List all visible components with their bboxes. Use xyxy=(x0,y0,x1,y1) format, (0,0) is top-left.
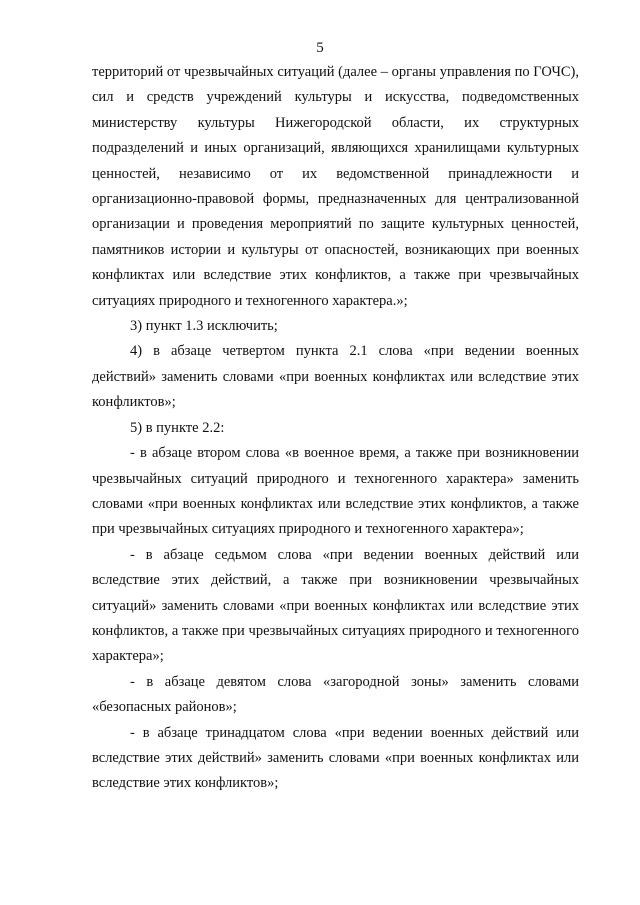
paragraph-item-3: 3) пункт 1.3 исключить; xyxy=(130,318,278,335)
paragraph-subitem-ninth: - в абзаце девятом слова «загородной зоны» заменить словами «безопасных районов»; xyxy=(92,673,579,716)
paragraph-continuation: территорий от чрезвычайных ситуаций (далее – органы управления по ГОЧС), сил и средств учреждений культуры и искусства, подведомственных министерству культуры Нижегородской области, их структурных подразделений и иных организаций, являющихся хранилищами культурных ценностей, независимо от их ведомственной принадлежности и организационно-правовой формы, предназначенных для централизованной организации и проведения мероприятий по защите культурных ценностей, памятников истории и культуры от опасностей, возникающих при военных конфликтах или вследствие этих конфликтов, а также при чрезвычайных ситуациях природного и техногенного характера.»; xyxy=(92,64,579,309)
paragraph-item-5: 5) в пункте 2.2: xyxy=(130,419,225,436)
paragraph-item-4: 4) в абзаце четвертом пункта 2.1 слова «при ведении военных действий» заменить словами «при военных конфликтах или вследствие этих конфликтов»; xyxy=(92,343,579,411)
paragraph-subitem-seventh: - в абзаце седьмом слова «при ведении военных действий или вследствие этих действий, а также при возникновении чрезвычайных ситуаций» заменить словами «при военных конфликтах или вследствие этих конфликтов, а также при чрезвычайных ситуациях природного и техногенного характера»; xyxy=(92,546,579,665)
paragraph-subitem-thirteenth: - в абзаце тринадцатом слова «при ведении военных действий или вследствие этих действий» заменить словами «при военных конфликтах или вследствие этих конфликтов»; xyxy=(92,724,579,792)
page-number: 5 xyxy=(316,40,324,56)
document-body xyxy=(92,60,579,797)
paragraph-subitem-second: - в абзаце втором слова «в военное время, а также при возникновении чрезвычайных ситуаций природного и техногенного характера» заменить словами «при военных конфликтах или вследствие этих конфликтов, а также при чрезвычайных ситуациях природного и техногенного характера»; xyxy=(92,445,579,538)
